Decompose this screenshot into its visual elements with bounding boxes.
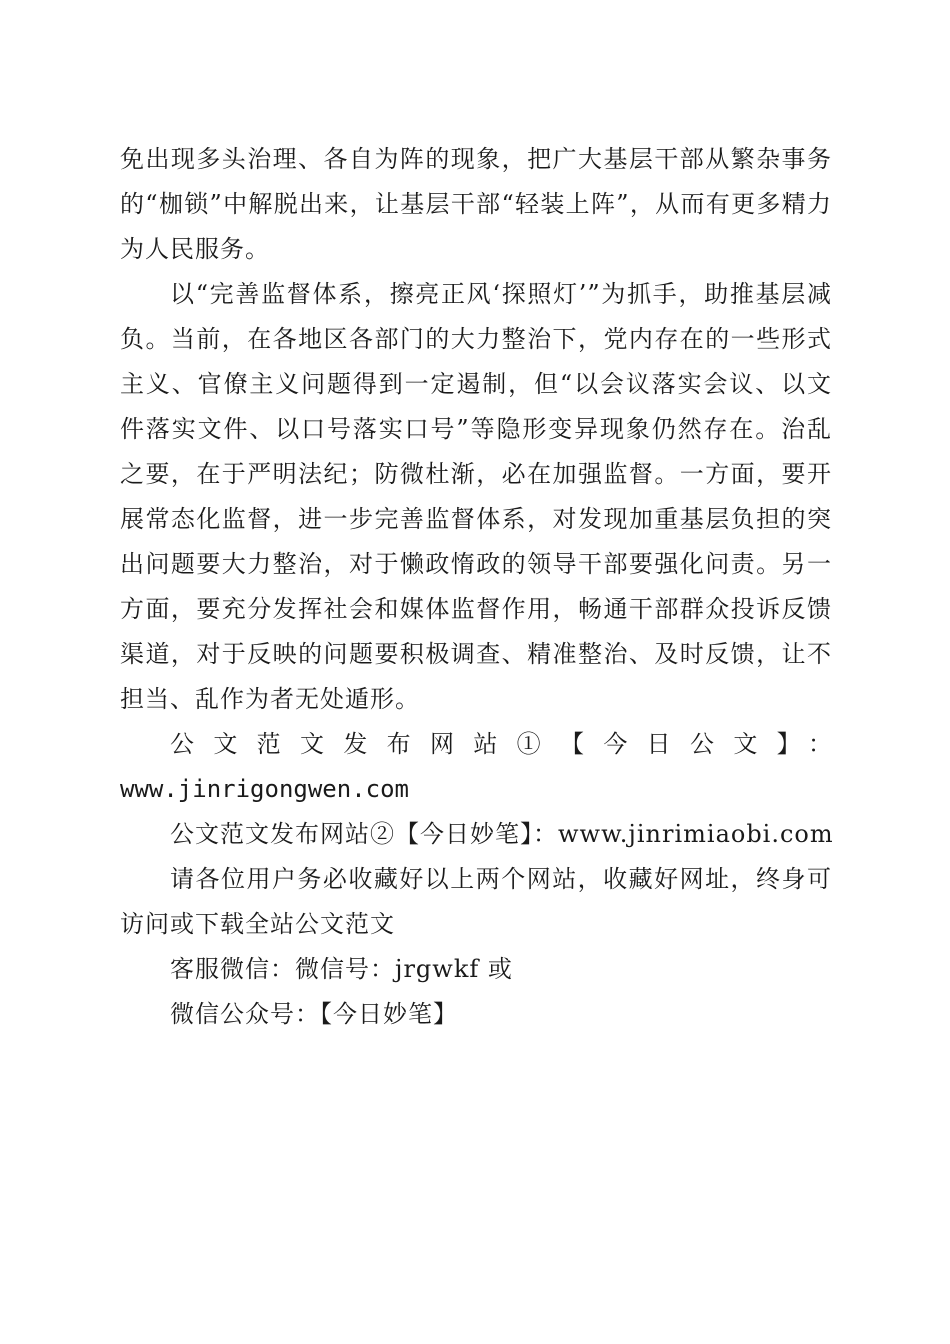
site2-line: 公文范文发布网站②【今日妙笔】：www.jinrimiaobi.com [170,820,834,848]
paragraph-continuation: 免出现多头治理、各自为阵的现象，把广大基层干部从繁杂事务的“枷锁”中解脱出来，让基层干部“轻装上阵”，从而有更多精力为人民服务。 [120,145,832,263]
wechat-public-account: 微信公众号：【今日妙笔】 [170,1000,458,1028]
site1-label: 公文范文发布网站①【今日公文】： [170,730,832,758]
wechat-service: 客服微信：微信号：jrgwkf 或 [170,955,513,983]
document-body [120,137,832,1037]
footer-promo [120,722,832,1037]
site1-url: www.jinrigongwen.com [120,775,409,803]
bookmark-reminder: 请各位用户务必收藏好以上两个网站，收藏好网址，终身可访问或下载全站公文范文 [120,865,832,938]
paragraph-supervision: 以“完善监督体系，擦亮正风‘探照灯’”为抓手，助推基层减负。当前，在各地区各部门的大力整治下，党内存在的一些形式主义、官僚主义问题得到一定遏制，但“以会议落实会议、以文件落实文件、以口号落实口号”等隐形变异现象仍然存在。治乱之要，在于严明法纪；防微杜渐，必在加强监督。一方面，要开展常态化监督，进一步完善监督体系，对发现加重基层负担的突出问题要大力整治，对于懒政惰政的领导干部要强化问责。另一方面，要充分发挥社会和媒体监督作用，畅通干部群众投诉反馈渠道，对于反映的问题要积极调查、精准整治、及时反馈，让不担当、乱作为者无处遁形。 [120,280,832,713]
